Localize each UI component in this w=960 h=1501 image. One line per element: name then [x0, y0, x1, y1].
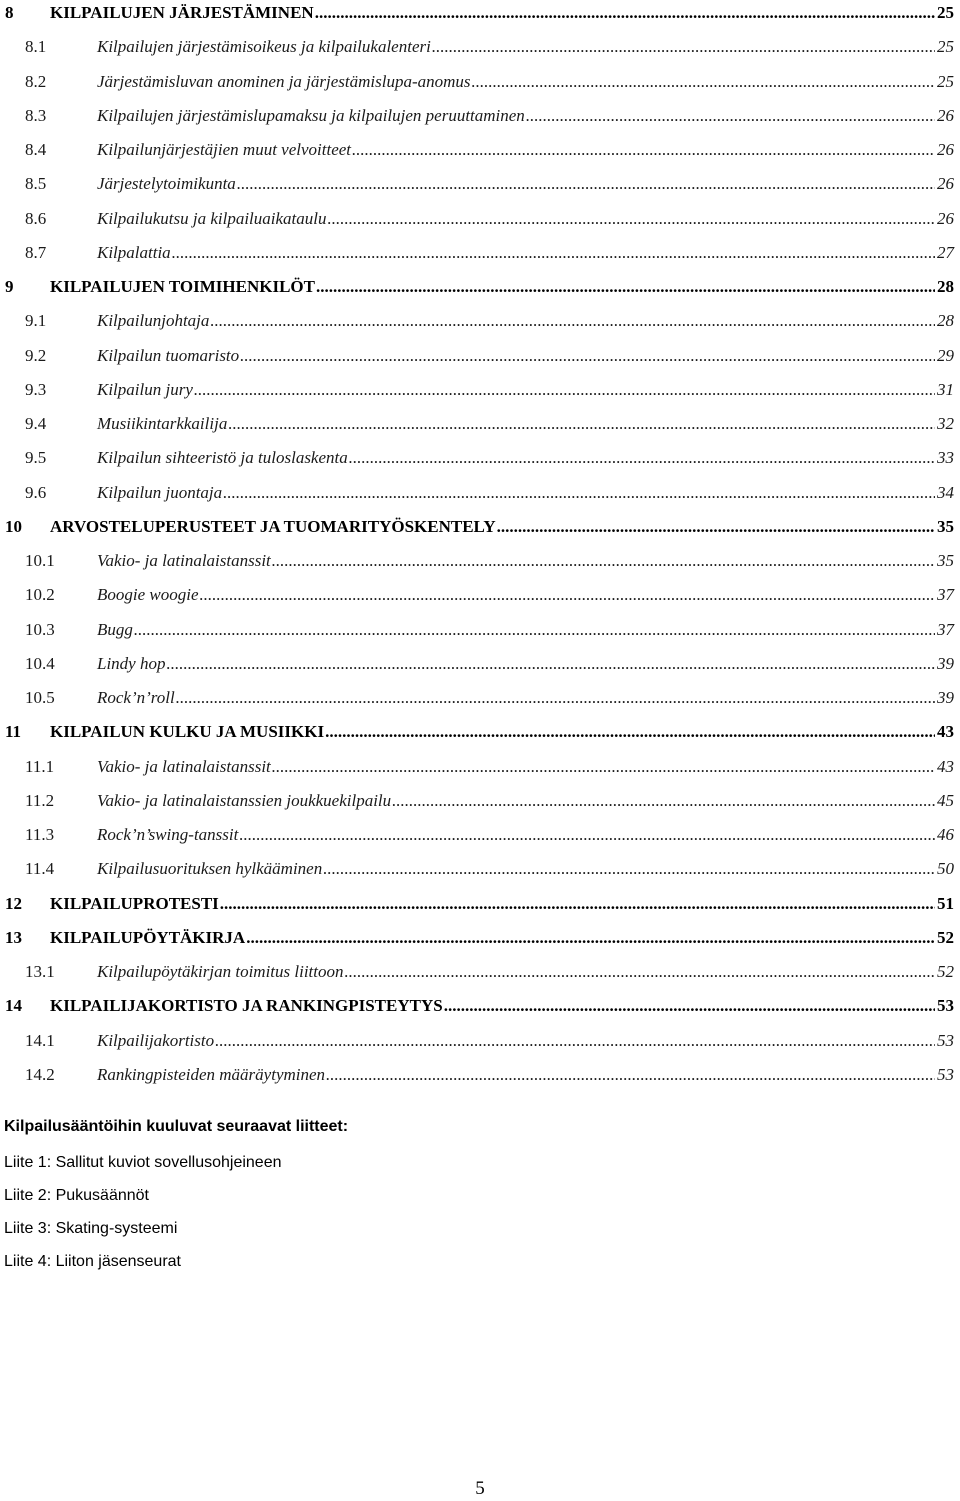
toc-dot-leader	[166, 654, 935, 674]
toc-section-row	[0, 140, 960, 174]
attachment-item: Liite 2: Pukusäännöt	[4, 1187, 149, 1204]
toc-number: 11.3	[25, 825, 55, 844]
toc-title: Rankingpisteiden määräytyminen	[97, 1064, 326, 1084]
toc-number: 14.1	[25, 1030, 55, 1050]
toc-section-row	[0, 962, 960, 996]
toc-title: Vakio- ja latinalaistanssien joukkuekilpailu	[97, 790, 392, 810]
toc-title: Vakio- ja latinalaistanssit	[97, 756, 271, 776]
toc-entry-line	[97, 551, 954, 571]
toc-section-row	[0, 483, 960, 517]
toc-page-number: 26	[937, 174, 954, 194]
toc-section-row	[0, 551, 960, 585]
toc-title: Kilpailun sihteeristö ja tuloslaskenta	[97, 448, 348, 468]
toc-number: 13.1	[25, 962, 55, 981]
toc-section-row	[0, 174, 960, 208]
toc-dot-leader	[323, 859, 935, 879]
toc-number: 14	[5, 996, 22, 1016]
toc-number: 9.4	[25, 414, 47, 433]
toc-page-number: 51	[937, 893, 954, 913]
toc-title: KILPAILUPÖYTÄKIRJA	[50, 927, 246, 947]
toc-number: 8.1	[25, 37, 47, 57]
toc-chapter-row	[0, 517, 960, 551]
toc-number: 8	[5, 3, 14, 22]
toc-entry-line	[50, 894, 954, 914]
toc-entry-line	[97, 140, 954, 160]
toc-entry-line	[97, 174, 954, 194]
toc-section-row	[0, 791, 960, 825]
toc-title: KILPAILIJAKORTISTO JA RANKINGPISTEYTYS	[50, 996, 443, 1016]
toc-number: 10	[5, 516, 22, 536]
toc-page-number: 25	[937, 3, 954, 22]
toc-section-row	[0, 757, 960, 791]
toc-dot-leader	[246, 928, 935, 948]
toc-entry-line	[97, 791, 954, 811]
toc-number: 9.1	[25, 311, 47, 331]
toc-entry-line	[97, 37, 954, 57]
toc-dot-leader	[497, 517, 935, 537]
attachments-section	[4, 1118, 904, 1285]
toc-dot-leader	[272, 551, 935, 571]
toc-section-row	[0, 1065, 960, 1099]
toc-page-number: 25	[937, 71, 954, 91]
toc-page-number: 39	[937, 688, 954, 707]
toc-entry-line	[97, 620, 954, 640]
toc-entry-line	[97, 757, 954, 777]
toc-chapter-row	[0, 722, 960, 756]
toc-entry-line	[97, 346, 954, 366]
toc-dot-leader	[215, 1031, 935, 1051]
toc-page-number: 34	[937, 482, 954, 502]
toc-entry-line	[50, 517, 954, 537]
toc-number: 8.6	[25, 208, 47, 228]
toc-title: KILPAILUJEN JÄRJESTÄMINEN	[50, 3, 314, 22]
toc-dot-leader	[472, 72, 935, 92]
toc-number: 10.5	[25, 688, 55, 707]
toc-title: Musiikintarkkailija	[97, 414, 228, 433]
toc-dot-leader	[223, 483, 935, 503]
toc-title: Järjestelytoimikunta	[97, 174, 236, 194]
toc-title: Kilpailun tuomaristo	[97, 345, 240, 365]
toc-dot-leader	[228, 414, 935, 434]
toc-dot-leader	[194, 380, 935, 400]
toc-title: Boogie woogie	[97, 585, 199, 605]
toc-dot-leader	[134, 620, 935, 640]
toc-chapter-row	[0, 277, 960, 311]
toc-entry-line	[97, 106, 954, 126]
toc-title: KILPAILUPROTESTI	[50, 893, 219, 913]
toc-page-number: 33	[937, 448, 954, 468]
toc-title: KILPAILUJEN TOIMIHENKILÖT	[50, 277, 315, 296]
toc-page-number: 43	[937, 756, 954, 776]
toc-title: KILPAILUN KULKU JA MUSIIKKI	[50, 722, 325, 742]
toc-section-row	[0, 380, 960, 414]
toc-entry-line	[97, 962, 954, 982]
toc-dot-leader	[240, 346, 935, 366]
toc-page-number: 43	[937, 722, 954, 742]
toc-entry-line	[97, 380, 954, 400]
toc-chapter-row	[0, 3, 960, 37]
toc-page-number: 31	[937, 379, 954, 399]
toc-entry-line	[97, 209, 954, 229]
toc-page-number: 28	[937, 277, 954, 296]
toc-dot-leader	[172, 243, 935, 263]
toc-entry-line	[97, 1031, 954, 1051]
toc-dot-leader	[210, 311, 935, 331]
toc-page-number: 28	[937, 311, 954, 331]
toc-dot-leader	[220, 894, 935, 914]
toc-section-row	[0, 585, 960, 619]
toc-number: 11.1	[25, 756, 55, 776]
toc-section-row	[0, 448, 960, 482]
toc-entry-line	[50, 277, 954, 297]
toc-entry-line	[50, 928, 954, 948]
toc-number: 12	[5, 893, 22, 913]
toc-section-row	[0, 825, 960, 859]
toc-number: 11.2	[25, 790, 55, 810]
toc-number: 9	[5, 277, 14, 296]
toc-dot-leader	[237, 174, 935, 194]
toc-number: 14.2	[25, 1064, 55, 1084]
toc-page-number: 53	[937, 996, 954, 1016]
toc-number: 8.7	[25, 242, 47, 262]
toc-dot-leader	[325, 722, 935, 742]
toc-page-number: 27	[937, 242, 954, 262]
toc-entry-line	[97, 585, 954, 605]
toc-entry-line	[97, 72, 954, 92]
toc-page-number: 35	[937, 516, 954, 536]
page-number: 5	[475, 1478, 485, 1499]
toc-entry-line	[50, 996, 954, 1016]
toc-title: Kilpailusuorituksen hylkääminen	[97, 859, 323, 879]
toc-title: Rock’n’roll	[97, 688, 175, 707]
toc-page-number: 52	[937, 927, 954, 947]
toc-title: Bugg	[97, 619, 133, 639]
toc-number: 11	[5, 722, 22, 742]
toc-number: 9.5	[25, 448, 47, 468]
toc-page-number: 37	[937, 585, 954, 605]
toc-section-row	[0, 106, 960, 140]
toc-title: Kilpailijakortisto	[97, 1030, 215, 1050]
toc-page-number: 39	[937, 653, 954, 673]
toc-number: 9.3	[25, 379, 47, 399]
toc-section-row	[0, 688, 960, 722]
toc-chapter-row	[0, 996, 960, 1030]
toc-number: 11.4	[25, 859, 55, 879]
toc-title: Kilpailunjärjestäjien muut velvoitteet	[97, 140, 352, 159]
toc-dot-leader	[444, 996, 935, 1016]
toc-title: Kilpailun juontaja	[97, 482, 223, 502]
toc-page-number: 52	[937, 962, 954, 981]
toc-number: 8.2	[25, 71, 47, 91]
toc-title: Rock’n’swing-tanssit	[97, 825, 239, 844]
toc-section-row	[0, 209, 960, 243]
toc-dot-leader	[326, 1065, 935, 1085]
toc-entry-line	[97, 688, 954, 708]
toc-entry-line	[50, 722, 954, 742]
toc-entry-line	[97, 243, 954, 263]
toc-dot-leader	[392, 791, 935, 811]
toc-chapter-row	[0, 928, 960, 962]
toc-dot-leader	[176, 688, 935, 708]
toc-number: 10.4	[25, 653, 55, 673]
toc-number: 8.5	[25, 174, 47, 194]
toc-section-row	[0, 859, 960, 893]
toc-number: 10.3	[25, 619, 55, 639]
toc-page-number: 25	[937, 37, 954, 57]
toc-entry-line	[50, 3, 954, 23]
toc-dot-leader	[345, 962, 935, 982]
toc-section-row	[0, 620, 960, 654]
toc-dot-leader	[328, 209, 936, 229]
toc-page-number: 35	[937, 551, 954, 570]
toc-section-row	[0, 414, 960, 448]
toc-entry-line	[97, 654, 954, 674]
toc-title: Kilpailujen järjestämisoikeus ja kilpailukalenteri	[97, 37, 431, 57]
attachment-item: Liite 4: Liiton jäsenseurat	[4, 1253, 181, 1270]
toc-dot-leader	[352, 140, 935, 160]
toc-page-number: 26	[937, 140, 954, 159]
toc-page-number: 46	[937, 825, 954, 844]
toc-page-number: 45	[937, 790, 954, 810]
toc-section-row	[0, 72, 960, 106]
toc-section-row	[0, 346, 960, 380]
toc-page-number: 37	[937, 619, 954, 639]
toc-section-row	[0, 311, 960, 345]
toc-title: Kilpalattia	[97, 242, 171, 262]
toc-dot-leader	[526, 106, 935, 126]
toc-section-row	[0, 243, 960, 277]
toc-dot-leader	[200, 585, 935, 605]
toc-dot-leader	[315, 3, 935, 23]
toc-number: 8.4	[25, 140, 47, 159]
toc-title: Kilpailujen järjestämislupamaksu ja kilpailujen peruuttaminen	[97, 105, 525, 125]
toc-title: Vakio- ja latinalaistanssit	[97, 551, 271, 570]
toc-title: Kilpailukutsu ja kilpailuaikataulu	[97, 208, 327, 228]
toc-entry-line	[97, 311, 954, 331]
toc-entry-line	[97, 483, 954, 503]
toc-title: Kilpailunjohtaja	[97, 311, 210, 331]
toc-entry-line	[97, 414, 954, 434]
toc-chapter-row	[0, 894, 960, 928]
toc-dot-leader	[316, 277, 935, 297]
attachments-heading: Kilpailusääntöihin kuuluvat seuraavat liitteet:	[4, 1118, 349, 1135]
toc-page-number: 50	[937, 859, 954, 879]
attachment-item: Liite 1: Sallitut kuviot sovellusohjeineen	[4, 1154, 282, 1171]
toc-entry-line	[97, 1065, 954, 1085]
toc-entry-line	[97, 825, 954, 845]
toc-dot-leader	[349, 448, 935, 468]
toc-page-number: 26	[937, 208, 954, 228]
toc-number: 13	[5, 927, 22, 947]
toc-number: 8.3	[25, 105, 47, 125]
toc-section-row	[0, 1031, 960, 1065]
toc-entry-line	[97, 448, 954, 468]
toc-dot-leader	[239, 825, 935, 845]
toc-page-number: 32	[937, 414, 954, 433]
toc-number: 9.6	[25, 482, 47, 502]
toc-number: 10.1	[25, 551, 55, 570]
toc-entry-line	[97, 859, 954, 879]
toc-title: Kilpailupöytäkirjan toimitus liittoon	[97, 962, 344, 981]
toc-dot-leader	[272, 757, 935, 777]
toc-section-row	[0, 37, 960, 71]
toc-page-number: 29	[937, 345, 954, 365]
toc-title: Järjestämisluvan anominen ja järjestämislupa-anomus	[97, 71, 471, 91]
toc-number: 10.2	[25, 585, 55, 605]
toc-title: Kilpailun jury	[97, 379, 193, 399]
toc-title: ARVOSTELUPERUSTEET JA TUOMARITYÖSKENTELY	[50, 516, 496, 536]
toc-page-number: 53	[937, 1064, 954, 1084]
attachment-item: Liite 3: Skating-systeemi	[4, 1220, 178, 1237]
toc-dot-leader	[432, 37, 935, 57]
toc-number: 9.2	[25, 345, 47, 365]
toc-page-number: 53	[937, 1030, 954, 1050]
toc-section-row	[0, 654, 960, 688]
toc-page-number: 26	[937, 105, 954, 125]
toc-title: Lindy hop	[97, 653, 166, 673]
